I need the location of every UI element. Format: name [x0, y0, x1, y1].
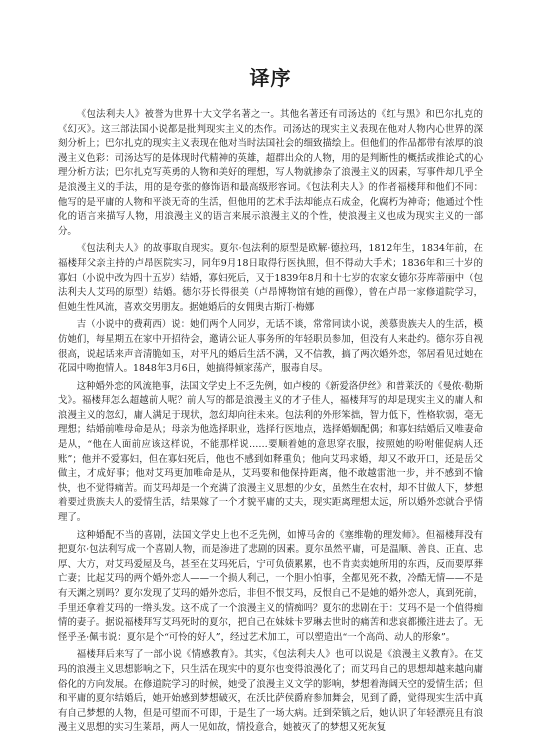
paragraph-3: 吉（小说中的费莉西）说：她们两个人同岁，无话不谈，常常同读小说，羡慕贵族夫人的生活，模仿她们，每星期五在家中开招待会，邀请公证人事务所的年轻职员参加，但没有人来赴约。德尔芬自视很高，说起话来声音清脆如玉，对平凡的婚后生活不满，又不信教，搞了两次婚外恋，邻居看见过她在花园中吻抱情人。1848年3月6日，她搞得倾家荡产，服毒自尽。	[58, 319, 483, 375]
page-title: 译序	[249, 66, 292, 90]
paragraph-1: 《包法利夫人》被誉为世界十大文学名著之一。其他名著还有司汤达的《红与黑》和巴尔扎克的《幻灭》。这三部法国小说都是批判现实主义的杰作。司汤达的现实主义表现在他对人物内心世界的深刻分析上；巴尔扎克的现实主义表现在他对当时法国社会的细致描绘上。但他们的作品都带有浓厚的浪漫主义色彩：司汤达写的是体现时代精神的英雄，超群出众的人物，用的是判断性的概括或推论式的心理分析方法；巴尔扎克写英勇的人物和美好的理想，写人物就掺杂了浪漫主义的因素，写事件却几乎全是浪漫主义的手法，用的是夸张的修饰语和最高级形容词。《包法利夫人》的作者福楼拜和他们不同：他写的是平庸的人物和平淡无奇的生活，但他用的艺术手法却能点石成金，化腐朽为神奇；他通过个性化的语言来描写人物，用浪漫主义的语言来展示浪漫主义的个性，使浪漫主义也成为现实主义的一部分。	[58, 109, 483, 237]
paragraph-6: 福楼拜后来写了一部小说《情感教育》。其实，《包法利夫人》也可以说是《浪漫主义教育》。在艾玛的浪漫主义思想影响之下，只生活在现实中的夏尔也变得浪漫化了；而艾玛自己的思想却越来越向庸俗化的方向发展。在修道院学习的时候，她受了浪漫主义文学的影响，梦想着海阔天空的爱情生活；但和平庸的夏尔结婚后，她开始感到梦想破灭，在沃比萨侯爵府参加舞会，见到了爵，觉得现实生活中真有自己梦想的人物，但是可望而不可即，于是生了一场大病。迁到荣镇之后，她认识了年轻漂亮且有浪漫主义思想的实习生莱昂，两人一见如故，情投意合，她被灭了的梦想又死灰复	[58, 649, 483, 734]
paragraph-4: 这种婚外恋的风流艳事，法国文学史上不乏先例，如卢梭的《新爱洛伊丝》和普莱沃的《曼侬·勒斯戈》。福楼拜怎么超越前人呢？前人写的都是浪漫主义的才子佳人，福楼拜写的却是现实主义的庸人和浪漫主义的忽幻，庸人满足于现状，忽幻却向往未来。包法利的外形笨拙，智力低下，性格软弱，毫无理想；结婚前唯母命是从；母亲为他选择职业，选择行医地点，选择婚姻配偶；和寡妇结婚后又唯妻命是从，“他在人面前应该这样说，不能那样说……要顺着她的意思穿衣服，按照她的吩咐催促病人还账”；他并不爱寡妇，但在寡妇死后，他也不感到如释重负；他向艾玛求婚，却又不敢开口，还是岳父做主，才成好事；他对艾玛更加唯命是从，艾玛要和他保持距离，他不敢越雷池一步，并不感到不愉快，也不觉得痛苦。而艾玛却是一个充满了浪漫主义思想的少女，虽然生在农村，却不甘做人下，梦想着要过贵族夫人的爱情生活，结果嫁了一个才貌平庸的丈夫，现实距离理想太远，所以婚外恋就合乎情理了。	[58, 380, 483, 524]
paragraph-5: 这种婚配不当的喜剧，法国文学史上也不乏先例，如博马舍的《塞维勒的理发师》。但福楼拜没有把夏尔·包法利写成一个喜剧人物，而是渗进了悲剧的因素。夏尔虽然平庸，可是温顺、善良、正直、忠厚、大方，对艾玛爱屋及乌，甚至在艾玛死后，宁可负债累累，也不肯卖卖她所用的东西，反而要厚葬亡妻；比起艾玛的两个婚外恋人——一个损人利己，一个胆小怕事，全都见死不救，冷酷无情——不是有天渊之别吗？夏尔发现了艾玛的婚外恋后，非但不恨艾玛，反恨自己不是她的婚外恋人，真到死前，手里还拿着艾玛的一绺头发。这不成了一个浪漫主义的情痴吗？夏尔的悲剧在于：艾玛不是一个值得痴情的妻子。据说福楼拜写艾玛死时的夏尔，把自己在妹妹卡罗琳去世时的痛苦和悲哀都搬注进去了。无怪乎圣·佩韦说：夏尔是个“可怜的好人”，经过艺术加工，可以塑造出“一个高尚、动人的形象”。	[58, 529, 483, 643]
paragraph-2: 《包法利夫人》的故事取自现实。夏尔·包法利的原型是欧解·德拉玛，1812年生，1834年前，在福楼拜父亲主持的卢昂医院实习，同年9月18日取得行医执照，但不得动大手术；1836年和三十岁的寡妇（小说中改为四十五岁）结婚，寡妇死后，又于1839年8月和十七岁的农家女德尔芬库蒂丽中（包法利夫人艾玛的原型）结婚。德尔芬长得很美（卢昂博物馆有她的画像），曾在卢昂一家修道院学习，但她生性风流，喜欢交男朋友。据她婚后的女佣奥古斯汀·梅娜	[58, 243, 483, 313]
